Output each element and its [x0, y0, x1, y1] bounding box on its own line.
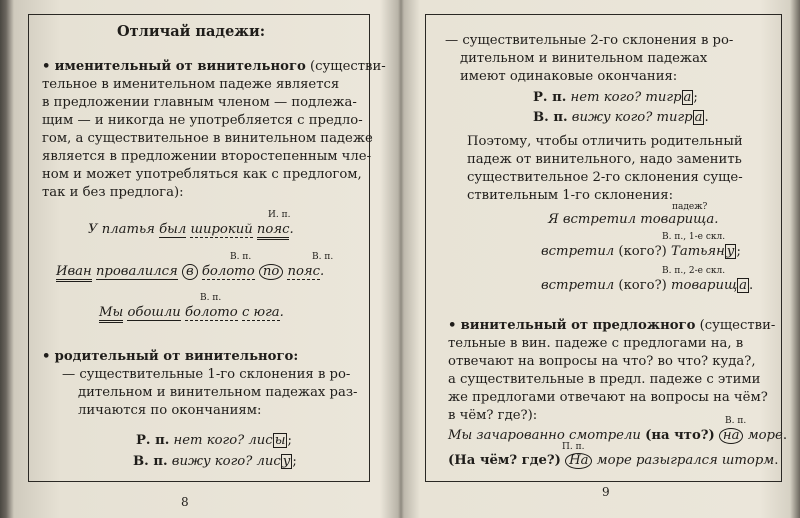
paragraph-line: ствительным 1-го склонения:	[467, 188, 674, 203]
example-text: вижу кого? тигр	[571, 110, 693, 125]
example-sentence	[541, 278, 753, 294]
word-object: пояс	[287, 264, 321, 279]
page-number: 9	[602, 485, 610, 499]
rule-line: отвечают на вопросы на что? во что? куда?,	[448, 354, 756, 369]
punct: .	[714, 212, 719, 227]
rule-line: — существительные 2-го склонения в ро-	[445, 33, 734, 48]
ending-box: ы	[274, 433, 286, 448]
question: (На чём? где?)	[448, 453, 561, 468]
rule-line: же предлогами отвечают на вопросы на чём?	[448, 390, 768, 405]
case-abbrev: Р. п.	[136, 433, 170, 448]
ending-box: а	[683, 90, 692, 105]
punct: .	[749, 278, 754, 293]
case-label: В. п.	[312, 252, 334, 262]
rule-heading: родительный от винительного	[54, 349, 294, 364]
ending-box: а	[739, 278, 748, 293]
rule-line: гом, а существительное в винительном падеже	[42, 131, 373, 146]
paragraph-line: падеж от винительного, надо заменить	[467, 152, 742, 167]
rule-line: личаются по окончаниям:	[78, 403, 262, 418]
punct: ;	[693, 90, 698, 105]
word: встретил	[541, 278, 615, 293]
page-right	[400, 0, 800, 518]
bullet: •	[448, 318, 457, 333]
punct: .	[279, 305, 284, 320]
word: встретил	[541, 244, 615, 259]
word-predicate: был	[159, 222, 187, 237]
word-attribute: широкий	[190, 222, 253, 237]
punct: .	[704, 110, 709, 125]
page-number: 8	[181, 495, 189, 509]
example-sentence	[99, 305, 284, 321]
example-sentence	[541, 244, 741, 260]
rule-heading: винительный от предложного	[460, 318, 696, 333]
case-label: В. п., 1-е скл.	[662, 232, 726, 242]
example-sentence	[448, 453, 778, 469]
rule-line: дительном и винительном падежах раз-	[78, 385, 358, 400]
rule-nominative-accusative	[42, 59, 386, 75]
paragraph-line: Поэтому, чтобы отличить родительный	[467, 134, 743, 149]
rule-line: тельные в вин. падеже с предлогами на, в	[448, 336, 744, 351]
case-label: В. п.	[230, 252, 252, 262]
word-predicate: обошли	[127, 305, 181, 320]
ending-box: у	[282, 454, 291, 469]
question: (на что?)	[645, 428, 715, 443]
rule-line: ном и может употребляться как с предлогом,	[42, 167, 362, 182]
word: море	[747, 428, 783, 443]
punct: ;	[287, 433, 292, 448]
case-label: падеж?	[672, 202, 708, 212]
rule-line: а существительные в предл. падеже с этими	[448, 372, 761, 387]
rule-line: щим — и никогда не употребляется с предло-	[42, 113, 363, 128]
preposition-circled: На	[565, 453, 592, 469]
question: (кого?)	[618, 278, 667, 293]
paragraph-line: существительное 2-го склонения суще-	[467, 170, 743, 185]
rule-text: (существи-	[305, 59, 386, 74]
rule-line: в чём? где?):	[448, 408, 538, 423]
case-label: И. п.	[268, 210, 291, 220]
ending-box: у	[726, 244, 735, 259]
case-label: П. п.	[562, 442, 585, 452]
punct: ;	[736, 244, 741, 259]
bullet: •	[42, 349, 51, 364]
word: товарищ	[671, 278, 738, 293]
word-object: болото	[201, 264, 255, 279]
rule-text: (существи-	[695, 318, 776, 333]
ending-box: а	[694, 110, 703, 125]
punct: ;	[292, 454, 297, 469]
case-abbrev: Р. п.	[533, 90, 567, 105]
example-sentence	[548, 212, 718, 228]
word-adverbial: с юга	[241, 305, 280, 320]
case-example	[133, 454, 297, 470]
preposition-circled: по	[259, 264, 283, 280]
case-label: В. п.	[725, 416, 747, 426]
word: У платья	[88, 222, 155, 237]
rule-accusative-prepositional	[448, 318, 775, 334]
word: Татьян	[671, 244, 725, 259]
punct: .	[782, 428, 788, 443]
punct: .	[289, 222, 294, 237]
rule-line: так и без предлога):	[42, 185, 184, 200]
case-abbrev: В. п.	[133, 454, 168, 469]
case-example	[136, 433, 292, 449]
rule-line: в предложении главным членом — подлежа-	[42, 95, 357, 110]
bullet: •	[42, 59, 51, 74]
example-text: Я встретил товарища	[548, 212, 715, 227]
example-text: вижу кого? лис	[171, 454, 281, 469]
case-abbrev: В. п.	[533, 110, 568, 125]
example-text: нет кого? тигр	[570, 90, 682, 105]
rule-text: :	[293, 349, 299, 364]
rule-genitive-accusative	[42, 349, 298, 365]
page-title: Отличай падежи:	[117, 23, 266, 40]
punct: .	[320, 264, 325, 279]
example-sentence	[56, 264, 324, 280]
word-predicate: провалился	[95, 264, 178, 279]
example-sentence	[448, 428, 787, 444]
case-label: В. п.	[200, 293, 222, 303]
word-object: болото	[184, 305, 238, 320]
word-subject: Иван	[56, 264, 92, 282]
question: (кого?)	[618, 244, 667, 259]
word-subject: Мы	[99, 305, 123, 323]
punct: .	[774, 453, 779, 468]
example-text: нет кого? лис	[173, 433, 273, 448]
rule-line: тельное в именительном падеже является	[42, 77, 340, 92]
word: море разыгрался шторм	[596, 453, 775, 468]
rule-line: — существительные 1-го склонения в ро-	[62, 367, 351, 382]
rule-line: является в предложении второстепенным чле-	[42, 149, 372, 164]
preposition-circled: в	[182, 264, 198, 280]
preposition-circled: на	[719, 428, 744, 444]
word: Мы зачарованно смотрели	[448, 428, 641, 443]
rule-line: дительном и винительном падежах	[460, 51, 708, 66]
case-example	[533, 110, 709, 126]
example-sentence	[88, 222, 294, 238]
case-label: В. п., 2-е скл.	[662, 266, 726, 276]
case-example	[533, 90, 698, 106]
rule-heading: именительный от винительного	[54, 59, 306, 74]
rule-line: имеют одинаковые окончания:	[460, 69, 678, 84]
word-subject: пояс	[257, 222, 290, 240]
